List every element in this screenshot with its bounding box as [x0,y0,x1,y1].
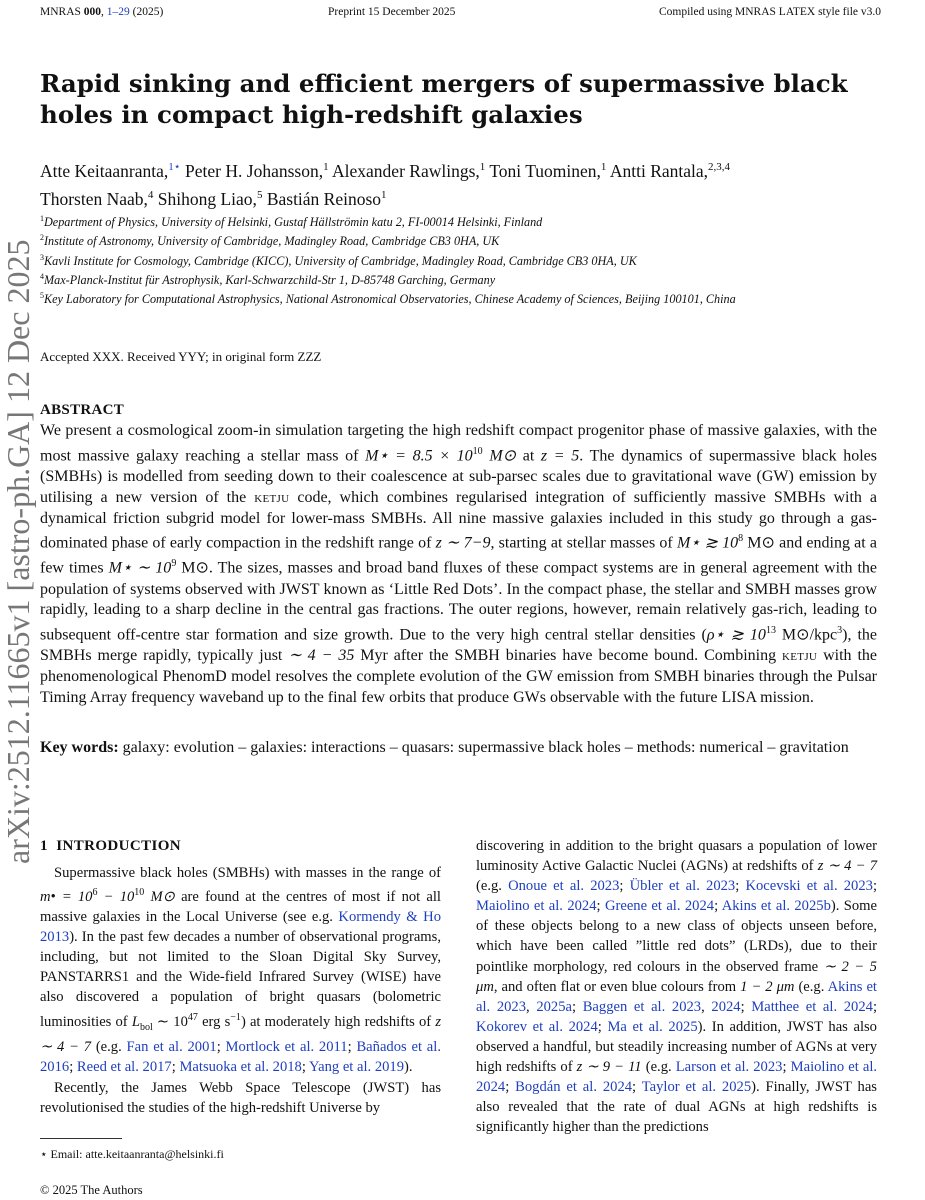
citation-link[interactable]: Greene et al. 2024 [604,898,715,915]
abstract-text: We present a cosmological zoom-in simulation targeting the high redshift compact progenitor phase of massive galaxies, with the most massive galaxy reaching a stellar mass of M⋆ = $8.5 \times 10^{10}$ M⊙ at z = 5. The dynamics of supermassive black holes (SMBHs) is modelled from seeding down to their coalescence at sub-parsec scales due to gravitational wave (GW) emission by utilising a new version of the ketju code, which combines regularised integration of sufficiently massive SMBHs with a dynamical friction subgrid model for lower-mass SMBHs. All nine massive galaxies included in this study go through a gas-dominated phase of early compaction in the redshift range of z ∼ 7−9, starting at stellar masses of M⋆ ≳ $10^8$ M⊙ and ending at a few times M⋆ ∼ $10^9$ M⊙. The sizes, masses and broad band fluxes of these compact systems are in general agreement with the population of systems observed with JWST known as ‘Little Red Dots’. In the compact phase, the stellar and SMBH masses grow rapidly, leading to a sharp decline in the central gas fractions. The outer regions, however, remain relatively gas-rich, leading to subsequent off-centre star formation and size growth. Due to the very high central stellar densities (ρ⋆ ≳ $10^{13}$ M⊙/kpc$^3$), the SMBHs merge rapidly, typically just ∼ 4 − 35 Myr after the SMBH binaries have become bound. Combining ketju with the phenomenological PhenomD model resolves the complete evolution of the GW emission from SMBH binaries through the Pulsar Timing Array frequency waveband up to the final few orbits that produce GWs observable with the future LISA mission. [40,422,878,706]
running-header [40,6,881,22]
author: Peter H. Johansson,$^1$ [185,160,329,181]
citation-link[interactable]: Akins et al. 2023 [476,978,877,1015]
citation-link[interactable]: Kocevski et al. 2023 [745,878,873,895]
section-heading: 1 INTRODUCTION [40,838,182,854]
preprint-date: Preprint 15 December 2025 [328,6,456,18]
intro-paragraph-2: Recently, the James Webb Space Telescope (JWST) has revolutionised the studies of the high-redshift Universe by [40,1079,441,1116]
affiliation: $^2$Institute of Astronomy, University of Cambridge, Madingley Road, Cambridge CB3 0HA, UK [40,233,500,249]
keywords: Key words: galaxy: evolution – galaxies: interactions – quasars: supermassive black holes – methods: numerical – gravitation [40,739,849,756]
intro-paragraph-continued: discovering in addition to the bright quasars a population of lower luminosity Active Galactic Nuclei (AGNs) at redshifts of z ∼ 4 − 7 (e.g. Onoue et al. 2023; Übler et al. 2023; Kocevski et al. 2023; Maiolino et al. 2024; Greene et al. 2024; Akins et al. 2025b). Some of these objects belong to a new class of objects unseen before, which have been called ”little red dots” (LRDs), due to their pointlike morphology, red colours in the observed frame ∼ 2 − 5 μm, and often flat or even blue colours from 1 − 2 μm (e.g. Akins et al. 2023, 2025a; Baggen et al. 2023, 2024; Matthee et al. 2024; Kokorev et al. 2024; Ma et al. 2025). In addition, JWST has also observed a handful, but steadily increasing number of AGNs at very high redshifts of z ∼ 9 − 11 (e.g. Larson et al. 2023; Maiolino et al. 2024; Bogdán et al. 2024; Taylor et al. 2025). Finally, JWST has also revealed that the rate of dual AGNs at high redshifts is significantly higher than the predictions [476,838,878,1136]
citation-link[interactable]: Matthee et al. 2024 [751,998,873,1015]
author: Atte Keitaanranta,$^{1⋆}$ [40,160,181,181]
citation-link[interactable]: Übler et al. 2023 [629,878,736,895]
citation-link[interactable]: Maiolino et al. 2024 [476,1059,878,1096]
citation-link[interactable]: 2025a [536,998,572,1015]
page-range-link[interactable]: 1–29 [106,6,130,18]
author: Shihong Liao,$^5$ [157,188,263,209]
citation-link[interactable]: Bañados et al. 2016 [40,1039,441,1076]
citation-link[interactable]: Maiolino et al. 2024 [476,898,597,915]
journal-ref: MNRAS 000, 1–29 (2025) [40,6,164,18]
footnote-rule [40,1138,122,1139]
citation-link[interactable]: Kokorev et al. 2024 [476,1018,598,1035]
citation-link[interactable]: 2024 [711,998,741,1015]
footnote-email: ⋆ Email: atte.keitaanranta@helsinki.fi [40,1147,224,1161]
citation-link[interactable]: Akins et al. 2025b [721,898,831,915]
affiliation: $^3$Kavli Institute for Cosmology, Cambridge (KICC), University of Cambridge, Madingley Road, Cambridge CB3 0HA, UK [40,252,637,268]
right-column [476,836,877,1137]
author-list [40,155,910,211]
citation-link[interactable]: Kormendy & Ho 2013 [40,909,441,946]
citation-link[interactable]: Yang et al. 2019 [309,1059,405,1076]
citation-link[interactable]: Onoue et al. 2023 [508,878,620,895]
citation-link[interactable]: Ma et al. 2025 [607,1018,698,1035]
citation-link[interactable]: Bogdán et al. 2024 [515,1079,633,1096]
citation-link[interactable]: Baggen et al. 2023 [582,998,702,1015]
author: Toni Tuominen,$^1$ [489,160,607,181]
citation-link[interactable]: Mortlock et al. 2011 [225,1039,348,1056]
arxiv-stamp: arXiv:2512.11665v1 [astro-ph.GA] 12 Dec 2025 [0,239,36,864]
style-file-note: Compiled using MNRAS LATEX style file v3.0 [658,6,881,18]
author: Bastián Reinoso$^1$ [266,188,387,209]
author: Alexander Rawlings,$^1$ [332,160,486,181]
left-column [40,863,441,1118]
citation-link[interactable]: Matsuoka et al. 2018 [179,1059,302,1076]
citation-link[interactable]: Fan et al. 2001 [126,1039,217,1056]
citation-link[interactable]: Larson et al. 2023 [675,1059,783,1076]
author: Antti Rantala,$^{2,3,4}$ [609,160,731,181]
affiliation: $^1$Department of Physics, University of Helsinki, Gustaf Hällströmin katu 2, FI-00014 Helsinki, Finland [40,214,543,230]
acceptance-note: Accepted XXX. Received YYY; in original form ZZZ [40,349,322,364]
affiliation: $^5$Key Laboratory for Computational Astrophysics, National Astronomical Observatories, Chinese Academy of Sciences, Beijing 100101, China [40,291,736,307]
affiliations [40,211,925,307]
intro-paragraph-1: Supermassive black holes (SMBHs) with masses in the range of m• = $10^6 - 10^{10}$ M⊙ are found at the centres of most if not all massive galaxies in the Local Universe (see e.g. Kormendy & Ho 2013). In the past few decades a number of observational programs, including, but not limited to the Sloan Digital Sky Survey, PANSTARRS1 and the Wide-field Infrared Survey (WISE) have also discovered a population of bright quasars (bolometric luminosities of $L_{bol}$ ∼ $10^{47}$ erg $s^{-1}$) at moderately high redshifts of z ∼ 4 − 7 (e.g. Fan et al. 2001; Mortlock et al. 2011; Bañados et al. 2016; Reed et al. 2017; Matsuoka et al. 2018; Yang et al. 2019). [40,865,441,1076]
citation-link[interactable]: Taylor et al. 2025 [641,1079,752,1096]
abstract-heading: ABSTRACT [40,402,125,418]
paper-title: Rapid sinking and efficient mergers of supermassive black holes in compact high-redshift galaxies [40,69,848,129]
author: Thorsten Naab,$^4$ [40,188,154,209]
copyright: © 2025 The Authors [40,1183,143,1197]
affiliation: $^4$Max-Planck-Institut für Astrophysik, Karl-Schwarzchild-Str 1, D-85748 Garching, Germany [40,271,496,287]
citation-link[interactable]: Reed et al. 2017 [76,1059,172,1076]
